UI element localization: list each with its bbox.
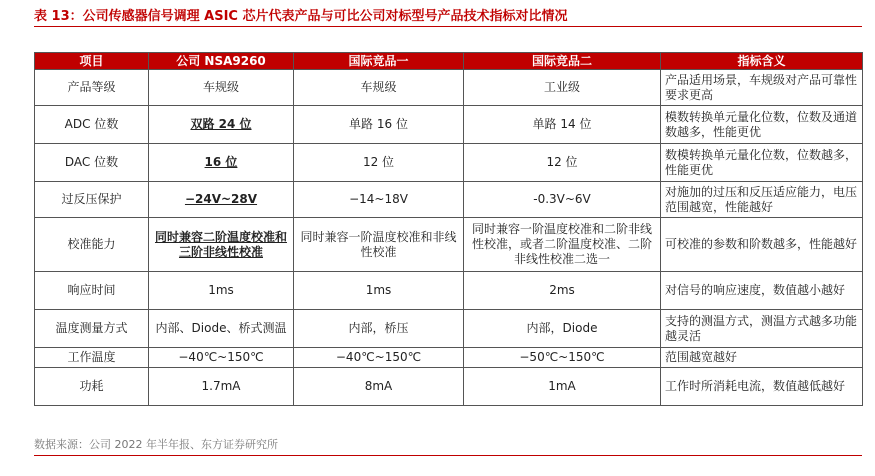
cell-item: 过反压保护 <box>35 182 149 218</box>
cell-ours: 1.7mA <box>149 368 294 406</box>
cell-item: 校准能力 <box>35 218 149 272</box>
cell-ours <box>149 182 294 218</box>
header-competitor-2: 国际竞品二 <box>464 53 661 70</box>
cell-meaning: 产品适用场景，车规级对产品可靠性要求更高 <box>661 70 863 106</box>
comparison-table <box>34 52 863 406</box>
cell-ours: −40℃~150℃ <box>149 348 294 368</box>
cell-competitor-1: −14~18V <box>294 182 464 218</box>
cell-ours <box>149 144 294 182</box>
cell-meaning: 数模转换单元量化位数，位数越多，性能更优 <box>661 144 863 182</box>
table-row <box>35 182 863 218</box>
header-company-product: 公司 NSA9260 <box>149 53 294 70</box>
cell-meaning: 模数转换单元量化位数，位数及通道数越多，性能更优 <box>661 106 863 144</box>
cell-ours-text: 双路 24 位 <box>190 117 252 131</box>
cell-item: 工作温度 <box>35 348 149 368</box>
cell-ours <box>149 106 294 144</box>
cell-ours <box>149 218 294 272</box>
cell-ours: 车规级 <box>149 70 294 106</box>
cell-ours-text: 同时兼容二阶温度校准和三阶非线性校准 <box>154 229 287 259</box>
table-row <box>35 272 863 310</box>
cell-item: 响应时间 <box>35 272 149 310</box>
cell-meaning: 可校准的参数和阶数越多，性能越好 <box>661 218 863 272</box>
table-title: 表 13：公司传感器信号调理 ASIC 芯片代表产品与可比公司对标型号产品技术指标对比情况 <box>34 9 568 24</box>
cell-competitor-1: 单路 16 位 <box>294 106 464 144</box>
cell-competitor-2: 2ms <box>464 272 661 310</box>
table-row <box>35 310 863 348</box>
table-row <box>35 348 863 368</box>
cell-competitor-1: 同时兼容一阶温度校准和非线性校准 <box>294 218 464 272</box>
cell-competitor-2: 内部，Diode <box>464 310 661 348</box>
header-row <box>35 53 863 70</box>
cell-item: 功耗 <box>35 368 149 406</box>
table-row <box>35 144 863 182</box>
cell-ours: 1ms <box>149 272 294 310</box>
cell-competitor-2: 12 位 <box>464 144 661 182</box>
cell-item: 产品等级 <box>35 70 149 106</box>
cell-competitor-2: -0.3V~6V <box>464 182 661 218</box>
cell-ours: 内部、Diode、桥式测温 <box>149 310 294 348</box>
cell-competitor-2: 单路 14 位 <box>464 106 661 144</box>
cell-competitor-1: 1ms <box>294 272 464 310</box>
cell-ours-text: −24V~28V <box>184 192 258 206</box>
table-row <box>35 106 863 144</box>
cell-competitor-1: 12 位 <box>294 144 464 182</box>
cell-competitor-1: 内部，桥压 <box>294 310 464 348</box>
cell-competitor-1: −40℃~150℃ <box>294 348 464 368</box>
bottom-divider <box>34 455 862 456</box>
table-row <box>35 218 863 272</box>
cell-meaning: 对信号的响应速度，数值越小越好 <box>661 272 863 310</box>
cell-competitor-2: 工业级 <box>464 70 661 106</box>
cell-item: ADC 位数 <box>35 106 149 144</box>
cell-item: DAC 位数 <box>35 144 149 182</box>
header-item: 项目 <box>35 53 149 70</box>
cell-meaning: 范围越宽越好 <box>661 348 863 368</box>
cell-competitor-2: 同时兼容一阶温度校准和二阶非线性校准，或者二阶温度校准、二阶非线性校准二选一 <box>464 218 661 272</box>
cell-meaning: 对施加的过压和反压适应能力，电压范围越宽，性能越好 <box>661 182 863 218</box>
cell-ours-text: 16 位 <box>204 155 238 169</box>
cell-item: 温度测量方式 <box>35 310 149 348</box>
cell-competitor-2: 1mA <box>464 368 661 406</box>
title-divider <box>34 26 862 27</box>
cell-meaning: 支持的测温方式，测温方式越多功能越灵活 <box>661 310 863 348</box>
table-row <box>35 368 863 406</box>
header-competitor-1: 国际竞品一 <box>294 53 464 70</box>
header-meaning: 指标含义 <box>661 53 863 70</box>
cell-competitor-1: 车规级 <box>294 70 464 106</box>
source-note: 数据来源：公司 2022 年半年报、东方证券研究所 <box>34 438 278 451</box>
cell-competitor-1: 8mA <box>294 368 464 406</box>
cell-meaning: 工作时所消耗电流，数值越低越好 <box>661 368 863 406</box>
cell-competitor-2: −50℃~150℃ <box>464 348 661 368</box>
table-row <box>35 70 863 106</box>
